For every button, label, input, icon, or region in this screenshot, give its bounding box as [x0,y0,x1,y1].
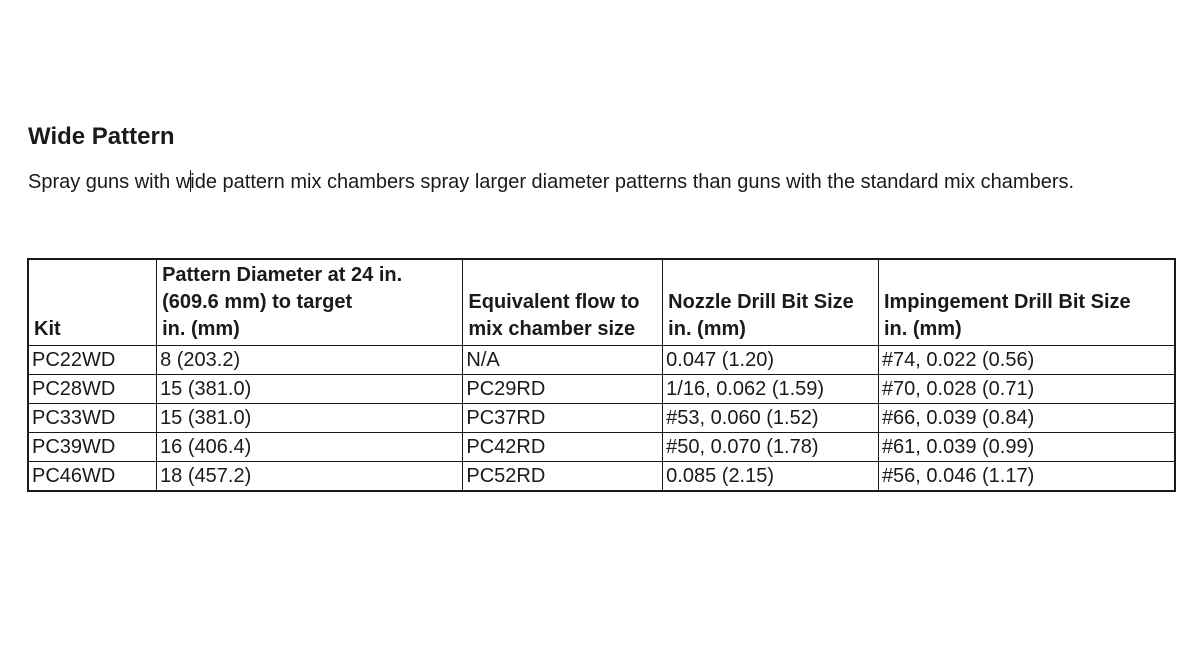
header-line: mix chamber size [468,318,636,340]
cell-pattern-diameter: 16 (406.4) [157,433,463,462]
cell-pattern-diameter: 8 (203.2) [157,346,463,375]
header-nozzle-drill-bit [663,259,879,346]
cell-nozzle-drill-bit: #53, 0.060 (1.52) [663,404,879,433]
cell-pattern-diameter: 18 (457.2) [157,462,463,492]
table-row [28,433,1175,462]
cell-impingement-drill-bit: #74, 0.022 (0.56) [878,346,1175,375]
cell-equivalent-flow: PC52RD [463,462,663,492]
header-impingement-drill-bit [878,259,1175,346]
header-line: Equivalent flow to [468,291,640,313]
cell-impingement-drill-bit: #66, 0.039 (0.84) [878,404,1175,433]
table-row [28,375,1175,404]
header-line: Kit [34,318,61,340]
intro-text-start: Spray guns with w [28,171,191,193]
cell-nozzle-drill-bit: #50, 0.070 (1.78) [663,433,879,462]
header-line: Impingement Drill Bit Size [883,291,1131,313]
intro-paragraph [28,169,1148,195]
cell-equivalent-flow: PC42RD [463,433,663,462]
header-pattern-diameter [157,259,463,346]
table-row [28,462,1175,492]
header-line: in. (mm) [162,318,240,340]
cell-impingement-drill-bit: #56, 0.046 (1.17) [878,462,1175,492]
cell-kit: PC33WD [28,404,157,433]
header-line: Nozzle Drill Bit Size [668,291,854,313]
header-line: (609.6 mm) to target [162,291,353,313]
table-header-row [28,259,1175,346]
cell-equivalent-flow: PC29RD [463,375,663,404]
cell-pattern-diameter: 15 (381.0) [157,404,463,433]
cell-kit: PC39WD [28,433,157,462]
header-line: in. (mm) [883,318,962,340]
table-row [28,346,1175,375]
cell-impingement-drill-bit: #61, 0.039 (0.99) [878,433,1175,462]
cell-kit: PC28WD [28,375,157,404]
header-kit [28,259,157,346]
cell-impingement-drill-bit: #70, 0.028 (0.71) [878,375,1175,404]
cell-pattern-diameter: 15 (381.0) [157,375,463,404]
cell-equivalent-flow: N/A [463,346,663,375]
section-heading: Wide Pattern [28,123,175,150]
cell-nozzle-drill-bit: 0.085 (2.15) [663,462,879,492]
header-line: Pattern Diameter at 24 in. [162,264,403,286]
cell-equivalent-flow: PC37RD [463,404,663,433]
table-row [28,404,1175,433]
cell-nozzle-drill-bit: 0.047 (1.20) [663,346,879,375]
cell-kit: PC46WD [28,462,157,492]
cell-nozzle-drill-bit: 1/16, 0.062 (1.59) [663,375,879,404]
cell-kit: PC22WD [28,346,157,375]
mix-chamber-kit-table [27,258,1176,492]
header-line: in. (mm) [668,318,746,340]
header-equivalent-flow [463,259,663,346]
intro-text-end: ide pattern mix chambers spray larger diameter patterns than guns with the standard mix chambers. [190,171,1075,193]
